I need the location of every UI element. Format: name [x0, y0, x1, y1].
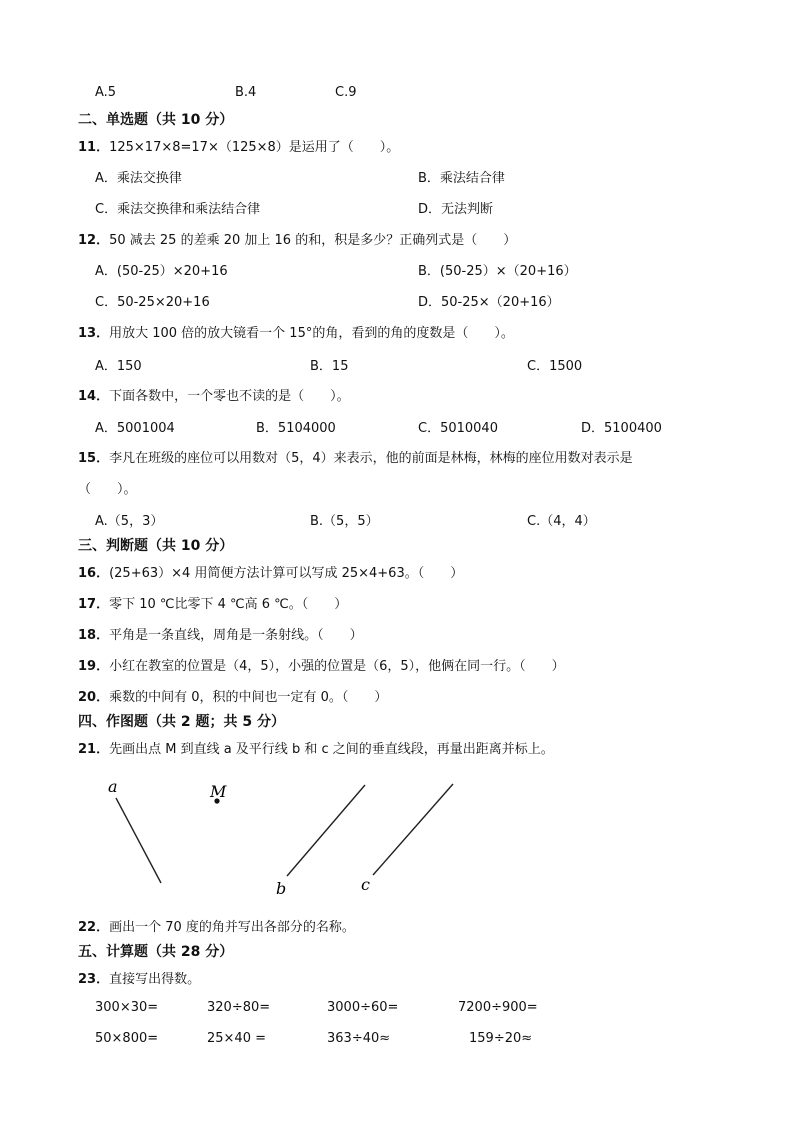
question-13 [78, 322, 514, 341]
question-number: 11． [78, 140, 110, 155]
question-18 [78, 624, 363, 643]
q13-option-c: C．1500 [527, 359, 583, 374]
line-b [287, 785, 365, 876]
question-text: 乘数的中间有 0，积的中间也一定有 0。（ ） [109, 690, 388, 705]
question-number: 16． [78, 566, 110, 581]
question-number: 21． [78, 742, 110, 757]
question-21 [78, 738, 554, 757]
question-15 [78, 447, 633, 466]
question-text: 画出一个 70 度的角并写出各部分的名称。 [109, 920, 355, 935]
question-17 [78, 593, 347, 612]
question-number: 18． [78, 628, 110, 643]
calc-item: 159÷20≈ [469, 1031, 533, 1046]
question-number: 13． [78, 326, 110, 341]
question-text: 李凡在班级的座位可以用数对（5，4）来表示，他的前面是林梅，林梅的座位用数对表示是 [109, 451, 633, 466]
question-23 [78, 968, 200, 987]
question-14 [78, 385, 350, 404]
question-20 [78, 686, 387, 705]
question-text: 125×17×8=17×（125×8）是运用了（ ）。 [109, 140, 400, 155]
calc-item: 3000÷60= [327, 1000, 399, 1015]
q15-option-a: A.（5，3） [95, 514, 164, 529]
q15-option-c: C.（4，4） [527, 514, 596, 529]
q11-option-c: C．乘法交换律和乘法结合律 [95, 202, 261, 217]
label-c: c [361, 875, 370, 894]
question-text: 小红在教室的位置是（4，5），小强的位置是（6，5），他俩在同一行。（ ） [109, 659, 565, 674]
question-number: 20． [78, 690, 110, 705]
question-text: 用放大 100 倍的放大镜看一个 15°的角，看到的角的度数是（ ）。 [109, 326, 514, 341]
question-11 [78, 136, 399, 155]
question-number: 23． [78, 972, 110, 987]
q12-option-d: D．50-25×（20+16） [418, 295, 560, 310]
question-19 [78, 655, 565, 674]
question-number: 19． [78, 659, 110, 674]
question-text: 零下 10 ℃比零下 4 ℃高 6 ℃。（ ） [109, 597, 348, 612]
q14-option-d: D．5100400 [581, 421, 662, 436]
geometry-figure [90, 770, 490, 905]
label-a: a [108, 777, 118, 796]
q11-option-d: D．无法判断 [418, 202, 494, 217]
prev-option-c: C.9 [335, 85, 357, 100]
q12-option-b: B．(50-25）×（20+16） [418, 264, 577, 279]
question-text: 50 减去 25 的差乘 20 加上 16 的和，积是多少？正确列式是（ ） [109, 233, 517, 248]
q11-option-b: B．乘法结合律 [418, 171, 505, 186]
question-number: 14． [78, 389, 110, 404]
question-text: 直接写出得数。 [109, 972, 201, 987]
q12-option-c: C．50-25×20+16 [95, 295, 210, 310]
q14-option-b: B．5104000 [256, 421, 336, 436]
q14-option-c: C．5010040 [418, 421, 498, 436]
calc-item: 363÷40≈ [327, 1031, 391, 1046]
calc-item: 300×30= [95, 1000, 159, 1015]
q14-option-a: A．5001004 [95, 421, 175, 436]
question-12 [78, 229, 516, 248]
calc-item: 50×800= [95, 1031, 159, 1046]
q13-option-a: A．150 [95, 359, 142, 374]
calc-item: 25×40 = [207, 1031, 267, 1046]
question-number: 12． [78, 233, 110, 248]
section-title-single-choice: 二、单选题（共 10 分） [78, 112, 234, 128]
label-m: M [210, 782, 227, 801]
section-title-true-false: 三、判断题（共 10 分） [78, 538, 234, 554]
q13-option-b: B．15 [310, 359, 349, 374]
question-text: (25+63）×4 用简便方法计算可以写成 25×4+63。（ ） [109, 566, 464, 581]
section-title-calculation: 五、计算题（共 28 分） [78, 944, 234, 960]
calc-item: 320÷80= [207, 1000, 271, 1015]
line-c [373, 784, 453, 875]
section-title-drawing: 四、作图题（共 2 题；共 5 分） [78, 714, 285, 730]
question-text: 下面各数中，一个零也不读的是（ ）。 [109, 389, 350, 404]
prev-option-a: A.5 [95, 85, 117, 100]
question-22 [78, 916, 355, 935]
question-16 [78, 562, 463, 581]
label-b: b [276, 879, 287, 898]
question-number: 15． [78, 451, 110, 466]
line-a [116, 798, 161, 883]
question-text: 先画出点 M 到直线 a 及平行线 b 和 c 之间的垂直线段，再量出距离并标上。 [109, 742, 554, 757]
q15-option-b: B.（5，5） [310, 514, 379, 529]
question-text: 平角是一条直线，周角是一条射线。（ ） [109, 628, 363, 643]
q12-option-a: A．(50-25）×20+16 [95, 264, 228, 279]
q11-option-a: A．乘法交换律 [95, 171, 182, 186]
question-number: 22． [78, 920, 110, 935]
calc-item: 7200÷900= [458, 1000, 538, 1015]
question-number: 17． [78, 597, 110, 612]
question-15-line2: （ ）。 [78, 482, 137, 497]
prev-option-b: B.4 [235, 85, 257, 100]
